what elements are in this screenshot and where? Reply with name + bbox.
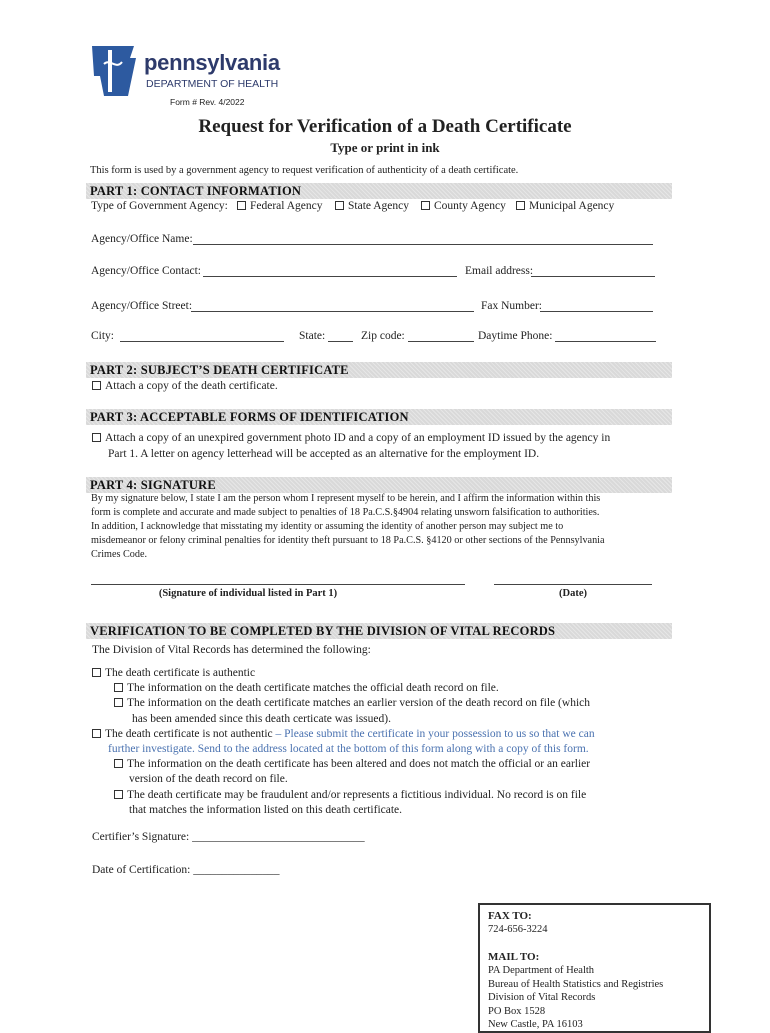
checkbox-federal[interactable]: Federal Agency xyxy=(237,200,323,212)
page-subtitle: Type or print in ink xyxy=(330,140,440,155)
part3-checkbox[interactable] xyxy=(92,433,101,442)
agency-name-label: Agency/Office Name: xyxy=(91,233,193,245)
form-rev: Form # Rev. 4/2022 xyxy=(170,97,245,107)
option-auth-earlier[interactable]: The information on the death certificate matches an earlier version of the death record on file (which xyxy=(92,696,692,711)
phone-field[interactable] xyxy=(555,341,656,342)
signature-label: (Signature of individual listed in Part 1) xyxy=(158,588,338,599)
email-field[interactable] xyxy=(531,276,655,277)
verification-options: The death certificate is authentic The information on the death certificate matches the official death record on file. The information on the death certificate matches an earlier version of the death record on file (which has been amended since this death certicate was issued). The death certificate is not authentic – Please submit the certificate in your possession to us so that we can further investigate. Send to the address located at the bottom of this form along with a copy of this form. The information on the death certificate has been altered and does not match the official or an earlier version of the death record on file. The death certificate may be fraudulent and/or represents a fictitious individual. No record is on file that matches the information listed on this death certificate. xyxy=(92,666,692,818)
agency-contact-label: Agency/Office Contact: xyxy=(91,265,201,277)
part3-item[interactable]: Attach a copy of an unexpired government photo ID and a copy of an employment ID issued by the agency in Part 1. A letter on agency letterhead will be accepted as an alternative for the employment ID. xyxy=(92,430,692,462)
verification-heading: VERIFICATION TO BE COMPLETED BY THE DIVISION OF VITAL RECORDS xyxy=(86,623,672,639)
mail-address: PA Department of Health Bureau of Health Statistics and Registries Division of Vital Records PO Box 1528 New Castle, PA 16103 xyxy=(488,965,664,1030)
option-auth-matches[interactable]: The information on the death certificate matches the official death record on file. xyxy=(92,681,692,696)
certifier-row[interactable]: Certifier’s Signature: ______________________________ xyxy=(92,831,365,843)
agency-type-row xyxy=(91,200,691,212)
part4-statement: By my signature below, I state I am the person whom I represent myself to be herein, and I affirm the information within this form is complete and accurate and made subject to penalties of 18 Pa.C.S.§4904 relating unsworn falsification to authorities. In addition, I acknowledge that misstating my identity or assuming the identity of another person may subject me to misdemeanor or felony criminal penalties for identity theft pursuant to 18 Pa.C.S. §4120 or other sections of the Pennsylvania Crimes Code. xyxy=(91,493,605,560)
date-label: (Date) xyxy=(559,588,587,599)
part2-item[interactable]: Attach a copy of the death certificate. xyxy=(92,380,278,392)
street-label: Agency/Office Street: xyxy=(91,300,193,312)
page-title: Request for Verification of a Death Certificate xyxy=(198,116,572,137)
checkbox-county[interactable]: County Agency xyxy=(421,200,506,212)
signature-date-field[interactable] xyxy=(494,584,652,585)
verification-intro: The Division of Vital Records has determined the following: xyxy=(92,644,371,656)
agency-type-label: Type of Government Agency: xyxy=(91,200,228,212)
intro-text: This form is used by a government agency to request verification of authenticity of a death certificate. xyxy=(90,165,519,176)
state-field[interactable] xyxy=(328,341,353,342)
city-field[interactable] xyxy=(120,341,284,342)
zip-label: Zip code: xyxy=(361,330,405,342)
phone-label: Daytime Phone: xyxy=(478,330,553,342)
fax-field[interactable] xyxy=(540,311,653,312)
option-not-authentic[interactable]: The death certificate is not authentic – Please submit the certificate in your possession to us so that we can xyxy=(92,727,692,742)
street-field[interactable] xyxy=(191,311,474,312)
option-authentic[interactable]: The death certificate is authentic xyxy=(92,666,692,681)
agency-name-field[interactable] xyxy=(193,244,653,245)
part1-heading: PART 1: CONTACT INFORMATION xyxy=(86,183,672,199)
option-na-altered[interactable]: The information on the death certificate has been altered and does not match the official or an earlier xyxy=(92,757,692,772)
state-label: State: xyxy=(299,330,326,342)
fax-number: 724-656-3224 xyxy=(488,924,548,935)
part2-heading: PART 2: SUBJECT’S DEATH CERTIFICATE xyxy=(86,362,672,378)
part4-heading: PART 4: SIGNATURE xyxy=(86,477,672,493)
email-label: Email address: xyxy=(465,265,534,277)
checkbox-state[interactable]: State Agency xyxy=(335,200,409,212)
checkbox-municipal[interactable]: Municipal Agency xyxy=(516,200,614,212)
city-label: City: xyxy=(91,330,115,342)
signature-field[interactable] xyxy=(91,584,465,585)
keystone-logo-icon xyxy=(90,44,140,98)
contact-box xyxy=(478,903,711,1033)
fax-label: Fax Number: xyxy=(481,300,543,312)
option-na-fraudulent[interactable]: The death certificate may be fraudulent and/or represents a fictitious individual. No record is on file xyxy=(92,788,692,803)
part3-heading: PART 3: ACCEPTABLE FORMS OF IDENTIFICATION xyxy=(86,409,672,425)
pa-logo xyxy=(90,44,300,100)
date-cert-row[interactable]: Date of Certification: _______________ xyxy=(92,864,280,876)
logo-dept: DEPARTMENT OF HEALTH xyxy=(146,78,279,90)
logo-word: pennsylvania xyxy=(144,50,280,75)
zip-field[interactable] xyxy=(408,341,474,342)
part2-checkbox[interactable] xyxy=(92,381,101,390)
mail-heading: MAIL TO: xyxy=(488,951,540,963)
fax-heading: FAX TO: xyxy=(488,910,532,922)
agency-contact-field[interactable] xyxy=(203,276,457,277)
